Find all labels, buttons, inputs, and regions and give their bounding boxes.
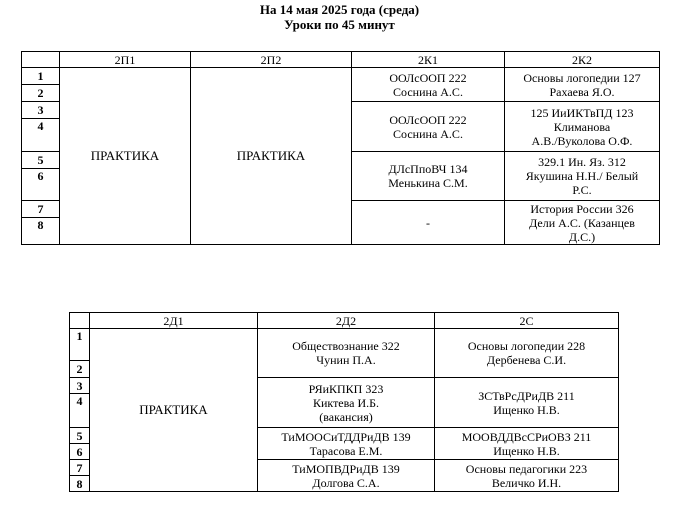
- subject-text: Обществознание 322: [292, 339, 400, 353]
- teacher-text: Долгова С.А.: [312, 475, 380, 490]
- lesson-cell: [505, 201, 660, 245]
- teacher-text: Д.С.): [568, 229, 596, 244]
- teacher-text: Дербенева С.И.: [486, 353, 567, 367]
- column-header: 2П2: [191, 52, 352, 68]
- lesson-cell: [435, 428, 619, 460]
- empty-lesson-text: -: [426, 215, 430, 230]
- lesson-number: 6: [22, 169, 60, 201]
- lesson-cell: [352, 201, 505, 245]
- table-header-row: [22, 52, 660, 68]
- lesson-cell: [505, 68, 660, 102]
- column-header: 2К2: [505, 52, 660, 68]
- lesson-cell: [258, 329, 435, 378]
- column-header: 2П1: [60, 52, 191, 68]
- lesson-number: 1: [22, 68, 60, 85]
- lesson-number: 8: [70, 476, 90, 492]
- lesson-cell: [435, 460, 619, 492]
- teacher-text: Соснина А.С.: [393, 84, 463, 99]
- teacher-text: Киктева И.Б.: [312, 395, 380, 410]
- teacher-text: (вакансия): [319, 409, 373, 424]
- table-header-row: [70, 313, 619, 329]
- lesson-cell: [352, 68, 505, 102]
- lesson-number: 2: [70, 361, 90, 378]
- lesson-number: 5: [70, 428, 90, 444]
- lesson-number: 4: [22, 119, 60, 152]
- subject-text: Основы логопедии 127: [523, 70, 641, 85]
- lesson-number: 3: [22, 102, 60, 119]
- lesson-cell: [435, 329, 619, 378]
- teacher-text: Величко И.Н.: [491, 475, 562, 490]
- column-header: 2К1: [352, 52, 505, 68]
- subject-text: ЗСТвРсДРиДВ 211: [478, 388, 575, 403]
- lesson-number: 7: [22, 201, 60, 218]
- subject-text: РЯиКПКП 323: [308, 381, 384, 396]
- lesson-cell: [505, 152, 660, 201]
- subject-text: ТиМООСиТДДРиДВ 139: [281, 429, 411, 444]
- teacher-text: Соснина А.С.: [393, 126, 463, 141]
- subject-text: МООВДДВсСРиОВЗ 211: [461, 429, 592, 444]
- teacher-text: Ищенко Н.В.: [493, 402, 560, 417]
- schedule-table-1: [21, 51, 660, 245]
- lesson-number: 3: [70, 378, 90, 394]
- lesson-cell: [505, 102, 660, 152]
- subject-text: ТиМОПВДРиДВ 139: [292, 461, 400, 476]
- teacher-text: Климанова: [553, 119, 611, 134]
- practice-cell: ПРАКТИКА: [90, 329, 258, 492]
- schedule-table-2: [69, 312, 619, 492]
- column-header: 2Д1: [90, 313, 258, 329]
- teacher-text: А.В./Вуколова О.Ф.: [531, 133, 633, 148]
- teacher-text: Тарасова Е.М.: [309, 443, 383, 458]
- teacher-text: Якушина Н.Н./ Белый: [525, 169, 639, 183]
- lesson-cell: [435, 378, 619, 428]
- subject-text: История России 326: [530, 201, 634, 216]
- teacher-text: Р.С.: [572, 183, 592, 197]
- practice-cell: ПРАКТИКА: [60, 68, 191, 245]
- practice-cell: ПРАКТИКА: [191, 68, 352, 245]
- lesson-number: 4: [70, 394, 90, 428]
- lesson-number: 7: [70, 460, 90, 476]
- column-header: 2Д2: [258, 313, 435, 329]
- subject-text: Основы педагогики 223: [465, 461, 588, 476]
- lesson-cell: [352, 102, 505, 152]
- subject-text: ООЛсООП 222: [389, 70, 467, 85]
- teacher-text: Дели А.С. (Казанцев: [529, 215, 635, 230]
- subject-text: ДЛсПпоВЧ 134: [388, 162, 468, 176]
- teacher-text: Чунин П.А.: [316, 353, 376, 367]
- teacher-text: Ищенко Н.В.: [493, 443, 560, 458]
- table-row: [22, 68, 660, 85]
- date-heading: На 14 мая 2025 года (среда): [259, 2, 420, 17]
- lesson-duration-heading: Уроки по 45 минут: [284, 17, 395, 32]
- lesson-number: 1: [70, 329, 90, 361]
- lesson-number: 8: [22, 218, 60, 245]
- table-row: [70, 329, 619, 361]
- lesson-cell: [352, 152, 505, 201]
- teacher-text: Менькина С.М.: [388, 176, 468, 190]
- lesson-number: 5: [22, 152, 60, 169]
- subject-text: 329.1 Ин. Яз. 312: [538, 155, 626, 169]
- subject-text: ООЛсООП 222: [389, 112, 467, 127]
- corner-cell: [22, 52, 60, 68]
- lesson-number: 2: [22, 85, 60, 102]
- column-header: 2С: [435, 313, 619, 329]
- lesson-cell: [258, 378, 435, 428]
- subject-text: Основы логопедии 228: [467, 339, 586, 353]
- teacher-text: Рахаева Я.О.: [549, 84, 615, 99]
- lesson-cell: [258, 460, 435, 492]
- subject-text: 125 ИиИКТвПД 123: [530, 105, 634, 120]
- lesson-number: 6: [70, 444, 90, 460]
- lesson-cell: [258, 428, 435, 460]
- corner-cell: [70, 313, 90, 329]
